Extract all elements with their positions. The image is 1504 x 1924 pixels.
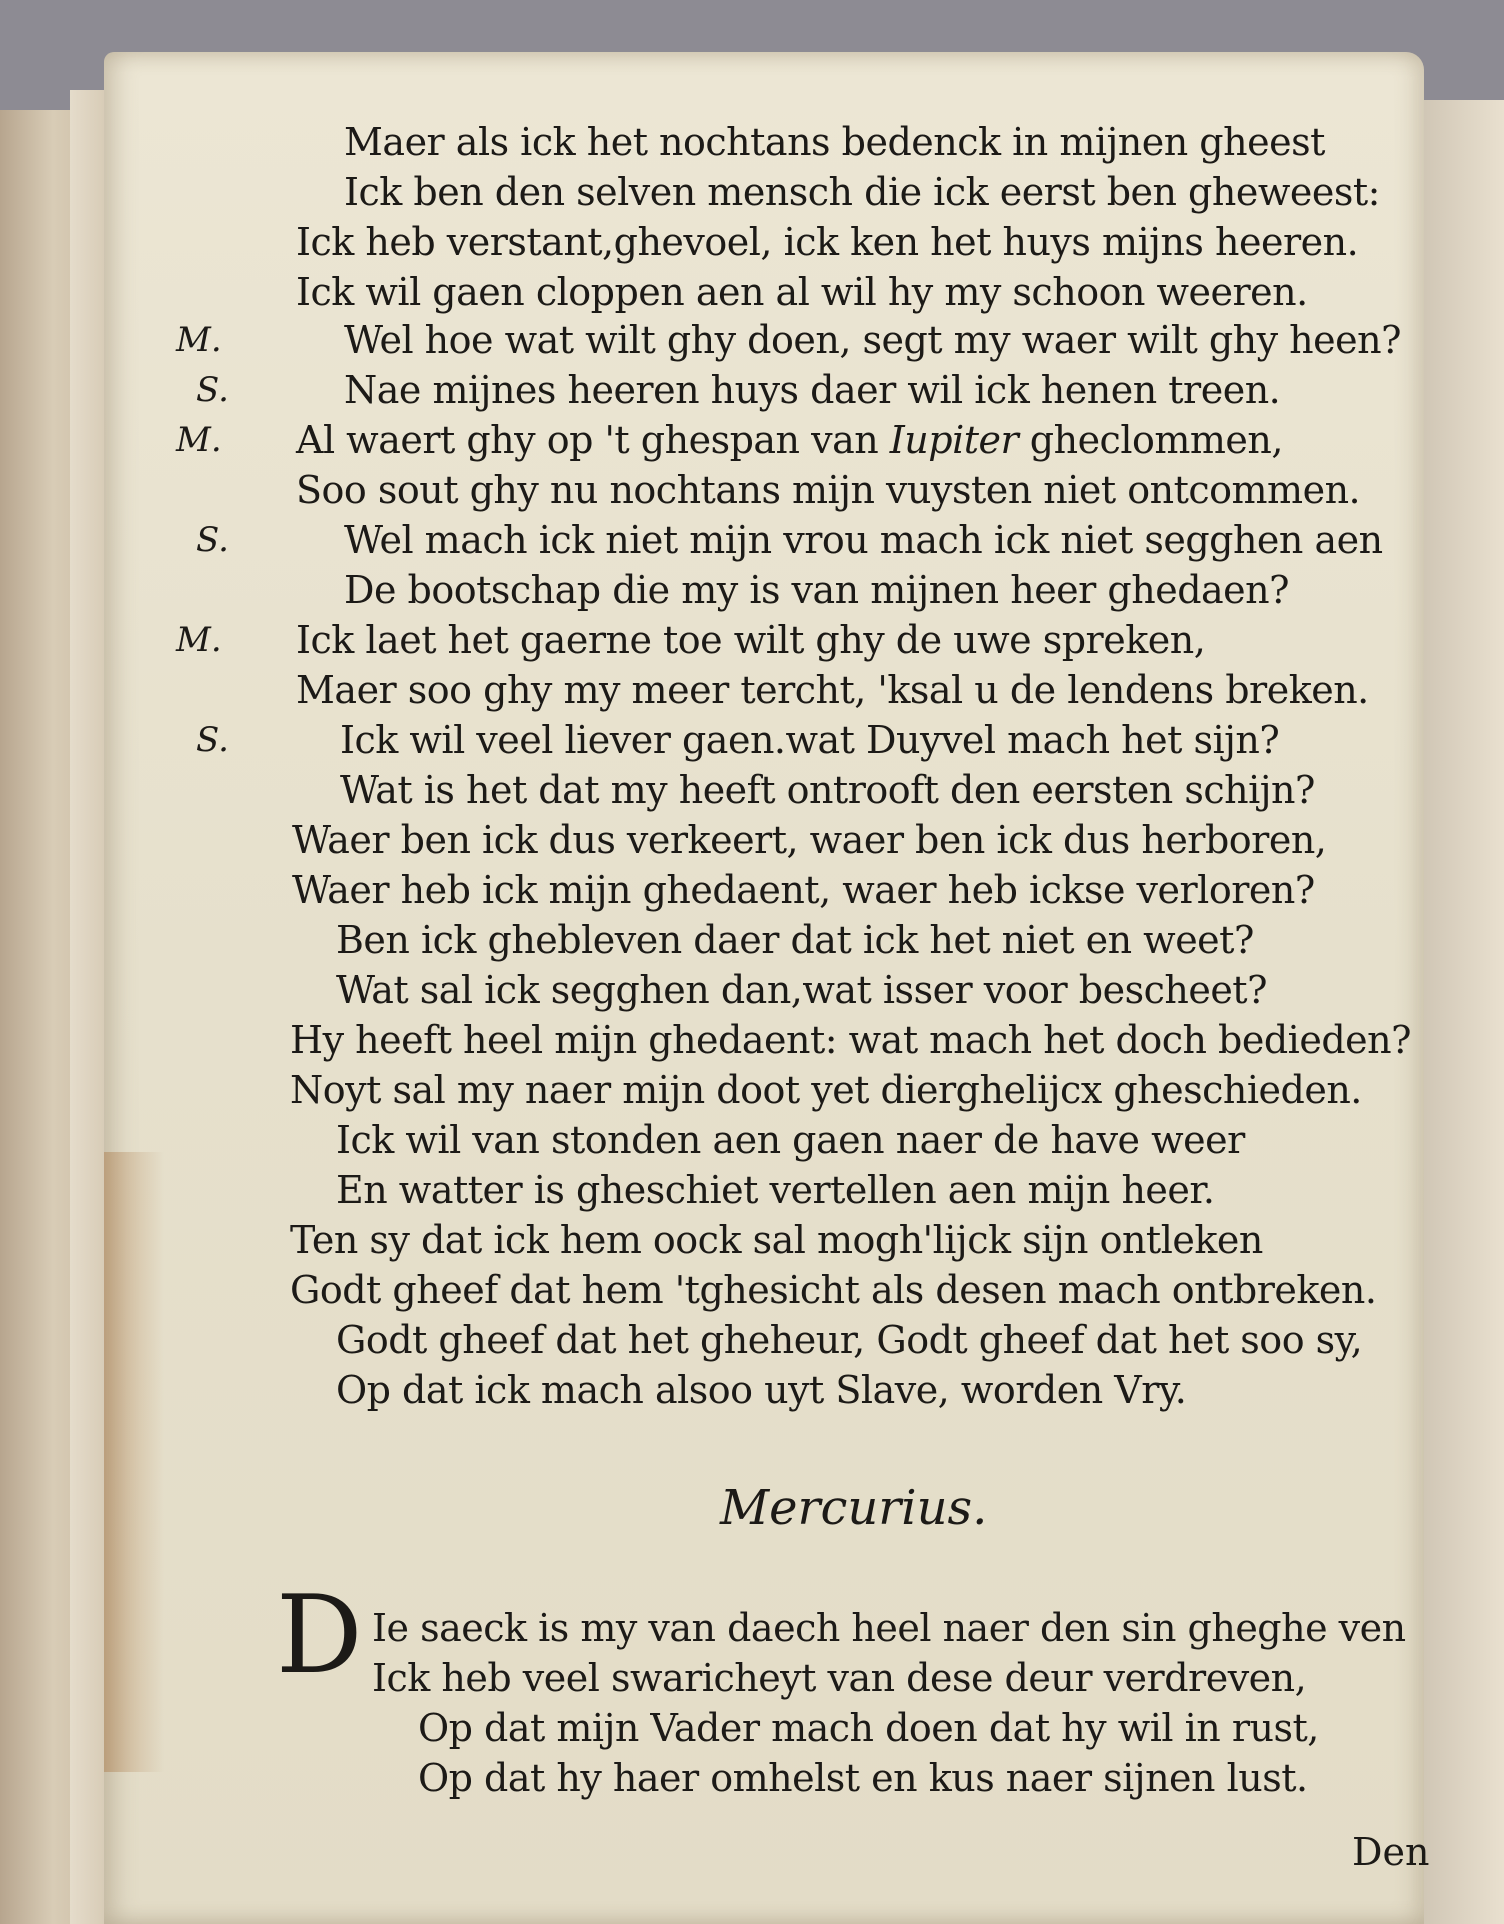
verse-line: Wel hoe wat wilt ghy doen, segt my waer wilt ghy heen? <box>344 318 1401 362</box>
verse-line: Ick heb verstant,ghevoel, ick ken het huys mijns heeren. <box>296 220 1359 264</box>
verse-line: En watter is gheschiet vertellen aen mijn heer. <box>336 1168 1215 1212</box>
verse-line: Op dat ick mach alsoo uyt Slave, worden Vry. <box>336 1368 1187 1412</box>
verse-line: Hy heeft heel mijn ghedaent: wat mach het doch bedieden? <box>290 1018 1411 1062</box>
verse-line: Ick wil gaen cloppen aen al wil hy my schoon weeren. <box>296 270 1308 314</box>
speaker-label: M. <box>176 620 222 660</box>
verse-line: Waer ben ick dus verkeert, waer ben ick dus herboren, <box>292 818 1327 862</box>
speaker-label: M. <box>176 420 222 460</box>
verse-line: Op dat hy haer omhelst en kus naer sijnen lust. <box>418 1756 1308 1800</box>
verse-line: Waer heb ick mijn ghedaent, waer heb ickse verloren? <box>292 868 1315 912</box>
verse-text: Al waert ghy op 't ghespan van <box>296 418 879 462</box>
speaker-label: S. <box>196 370 229 410</box>
verse-line: Ick heb veel swaricheyt van dese deur verdreven, <box>372 1656 1307 1700</box>
verse-line: Godt gheef dat het gheheur, Godt gheef dat het soo sy, <box>336 1318 1363 1362</box>
verse-line: Ick wil veel liever gaen.wat Duyvel mach het sijn? <box>340 718 1280 762</box>
catchword: Den <box>1352 1830 1430 1874</box>
speaker-label: M. <box>176 320 222 360</box>
verse-line: Godt gheef dat hem 'tghesicht als desen mach ontbreken. <box>290 1268 1377 1312</box>
speaker-label: S. <box>196 520 229 560</box>
section-heading: Mercurius. <box>720 1480 988 1536</box>
verse-line: Soo sout ghy nu nochtans mijn vuysten niet ontcommen. <box>296 468 1361 512</box>
verse-line: Wel mach ick niet mijn vrou mach ick niet segghen aen <box>344 518 1383 562</box>
verse-line: Ick laet het gaerne toe wilt ghy de uwe spreken, <box>296 618 1206 662</box>
verse-line: Ick ben den selven mensch die ick eerst ben gheweest: <box>344 170 1380 214</box>
verse-line: Ten sy dat ick hem oock sal mogh'lijck sijn ontleken <box>290 1218 1263 1262</box>
verse-line: Wat is het dat my heeft ontrooft den eersten schijn? <box>340 768 1315 812</box>
verse-line <box>296 418 1283 462</box>
verse-line: Noyt sal my naer mijn doot yet dierghelijcx gheschieden. <box>290 1068 1362 1112</box>
italic-name: Iupiter <box>889 418 1019 462</box>
verse-line: Maer soo ghy my meer tercht, 'ksal u de lendens breken. <box>296 668 1369 712</box>
verse-line: Ie saeck is my van daech heel naer den sin gheghe ven <box>372 1606 1406 1650</box>
verse-line: Ick wil van stonden aen gaen naer de have weer <box>336 1118 1245 1162</box>
age-stain <box>104 1152 164 1772</box>
verse-line: Wat sal ick segghen dan,wat isser voor bescheet? <box>336 968 1267 1012</box>
verse-line: Op dat mijn Vader mach doen dat hy wil in rust, <box>418 1706 1319 1750</box>
drop-cap: D <box>276 1573 363 1698</box>
speaker-label: S. <box>196 720 229 760</box>
verse-line: Ben ick ghebleven daer dat ick het niet en weet? <box>336 918 1254 962</box>
verse-line: De bootschap die my is van mijnen heer ghedaen? <box>344 568 1290 612</box>
verse-text: gheclommen, <box>1018 418 1283 462</box>
verse-line: Maer als ick het nochtans bedenck in mijnen gheest <box>344 120 1325 164</box>
verse-line: Nae mijnes heeren huys daer wil ick henen treen. <box>344 368 1281 412</box>
